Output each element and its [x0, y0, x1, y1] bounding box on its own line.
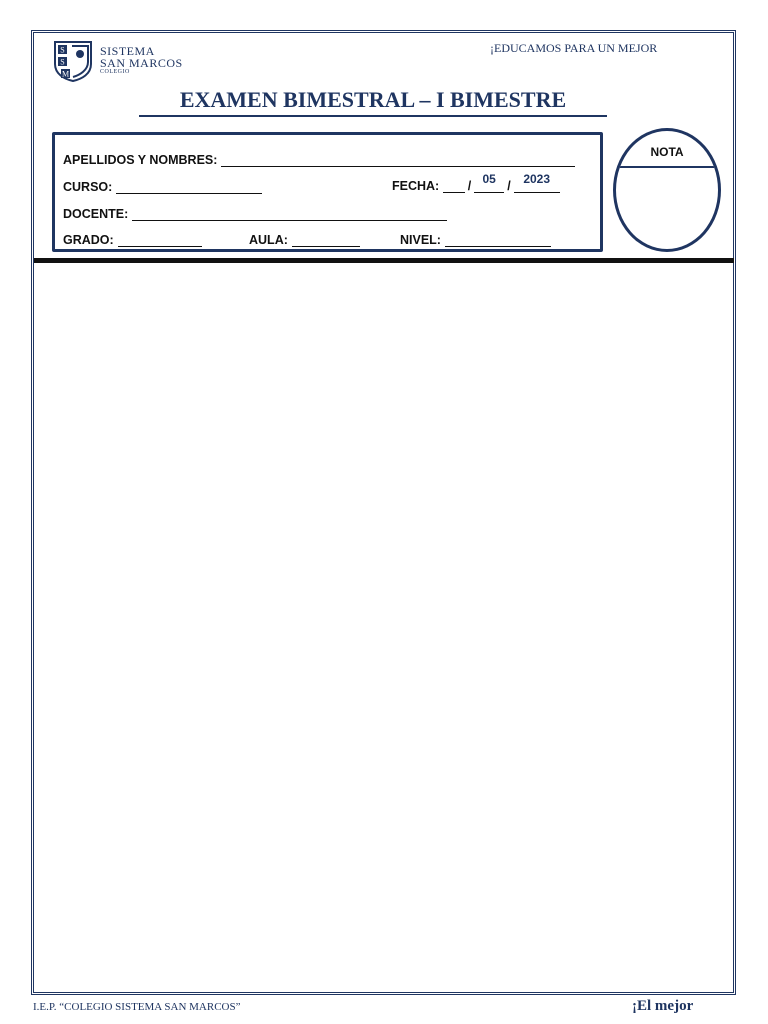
curso-field — [63, 180, 262, 194]
logo-text-colegio: COLEGIO — [100, 69, 130, 75]
grado-blank[interactable] — [118, 234, 202, 247]
apellidos-blank[interactable] — [221, 154, 575, 167]
fecha-slash-1: / — [467, 179, 472, 193]
nivel-label: NIVEL: — [400, 233, 441, 247]
docente-field — [63, 207, 447, 221]
fecha-day-blank[interactable] — [443, 178, 465, 193]
curso-label: CURSO: — [63, 180, 113, 194]
shield-letter-3: M — [61, 69, 70, 79]
shield-letter-1: S — [60, 45, 65, 55]
fecha-year-blank[interactable] — [514, 172, 560, 193]
aula-label: AULA: — [249, 233, 288, 247]
aula-field — [249, 233, 360, 247]
curso-blank[interactable] — [116, 181, 262, 194]
footer-slogan: ¡El mejor — [632, 998, 694, 1014]
grado-label: GRADO: — [63, 233, 114, 247]
grado-field — [63, 233, 202, 247]
ssm-shield-icon — [52, 40, 94, 82]
exam-body-area[interactable] — [34, 263, 732, 991]
docente-label: DOCENTE: — [63, 207, 129, 221]
fecha-year-value: 2023 — [523, 172, 551, 186]
nota-oval[interactable] — [613, 128, 721, 252]
nivel-field — [400, 233, 551, 247]
nota-divider — [616, 166, 718, 168]
nivel-blank[interactable] — [445, 234, 551, 247]
logo-text-san-marcos: SAN MARCOS — [100, 56, 183, 70]
logo-text-sistema: SISTEMA — [100, 44, 155, 58]
header-motto: ¡EDUCAMOS PARA UN MEJOR — [490, 41, 658, 55]
aula-blank[interactable] — [292, 234, 360, 247]
nota-label: NOTA — [650, 145, 684, 159]
apellidos-label: APELLIDOS Y NOMBRES: — [63, 153, 218, 167]
fecha-month-blank[interactable] — [474, 172, 504, 193]
fecha-slash-2: / — [507, 179, 511, 193]
shield-letter-2: S — [60, 57, 65, 67]
school-logo — [52, 40, 202, 82]
fecha-field — [392, 172, 560, 193]
exam-title: EXAMEN BIMESTRAL – I BIMESTRE — [139, 86, 607, 117]
fecha-month-value: 05 — [482, 172, 496, 186]
apellidos-field — [63, 153, 575, 167]
docente-blank[interactable] — [132, 208, 447, 221]
fecha-label: FECHA: — [392, 179, 440, 193]
footer-school-name: I.E.P. “COLEGIO SISTEMA SAN MARCOS” — [33, 1001, 241, 1013]
